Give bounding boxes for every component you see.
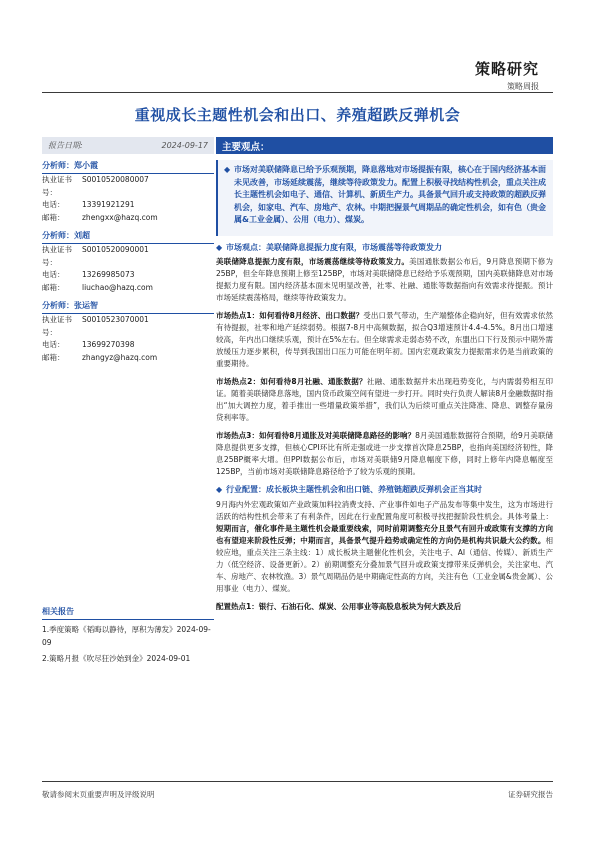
footer-divider [42, 781, 553, 782]
analyst-block [42, 160, 214, 224]
summary-box [216, 160, 553, 236]
paragraph-text: 8月美国通胀数据符合预期，给9月美联储降息提供更多支撑，但核心CPI环比有所走强或进一步支撑首次降息25BP，也指向美国经济韧性，降息25BP概率大增。但PPI数据公布后，市场对美联储9月降息幅度下修，同时上修年内降息幅度至125BP，当前市场对美联储降息路径给予了较为乐观的预期。 [216, 431, 554, 476]
analyst-cert [42, 314, 214, 339]
field-label: 电话： [42, 200, 65, 209]
field-label: 执业证书号： [42, 245, 72, 267]
hot-topic-2 [216, 376, 553, 424]
section-heading-industry [216, 484, 553, 497]
analyst-phone [42, 339, 214, 352]
field-label: 邮箱： [42, 352, 65, 362]
paragraph-text: 美国通胀数据公布后，9月降息预期下修为25BP，但全年降息预期上修至125BP，市场对美联储降息已经给予乐观预期，国内美联储降息对市场提振力度有限。国内经济基本面未见明显改善，社零、社融、通胀等数据指向有效需求待提振。预计市场延续震荡格局，继续等待政策发力。 [216, 257, 553, 302]
field-label: 电话： [42, 340, 65, 349]
bullet-icon: ◆ [216, 242, 223, 252]
bullet-icon: ◆ [224, 165, 231, 174]
section-heading-text: 行业配置：成长板块主题性机会和出口链、养殖链超跌反弹机会正当其时 [226, 485, 482, 494]
report-title: 重视成长主题性机会和出口、养殖超跌反弹机会 [134, 106, 461, 124]
key-points-bar: 主要观点： [216, 137, 553, 154]
report-date-bar [42, 137, 214, 154]
bullet-icon: ◆ [216, 485, 223, 494]
field-value: S0010520090001 [82, 245, 149, 254]
footer-disclaimer: 敬请参阅末页重要声明及评级说明 [42, 790, 155, 799]
footer-label: 证券研究报告 [508, 790, 553, 799]
analyst-block [42, 230, 214, 294]
analyst-phone [42, 269, 214, 282]
email-link[interactable]: liuchao@hazq.com [82, 282, 153, 292]
summary-text: 市场对美联储降息已给予乐观预期，降息落地对市场提振有限，核心在于国内经济基本面未见改善，市场延续震荡，继续等待政策发力。配置上积极寻找结构性机会，重点关注成长主题性机会如电子、通信、计算机、新质生产力。具备景气回升或支持政策的超跌反弹机会，如家电、汽车、房地产、农林。中期把握景气周期品的确定性机会，如有色（贵金属&工业金属）、公用（电力）、煤炭。 [234, 165, 546, 224]
report-brand: 策略研究 [474, 60, 539, 78]
field-value: 13391921291 [82, 200, 135, 209]
field-label: 执业证书号： [42, 175, 72, 197]
analyst-email [42, 212, 214, 225]
lead-sentence: 美联储降息提振力度有限，市场震荡继续等待政策发力。 [216, 257, 410, 266]
paragraph-text: 社融、通胀数据并未出现趋势变化，与内需弱势相互印证。随着美联储降息落地，国内货币政策空间有望进一步打开。同时央行负责人解读8月金融数据时指出“加大调控力度，着手推出一些增量政策举措”，我们认为后续可重点关注降准、降息、调整存量房贷利率等。 [216, 377, 554, 422]
field-label: 邮箱： [42, 212, 65, 222]
market-view-body [216, 256, 553, 304]
config-hot-topic [216, 601, 553, 613]
analyst-email [42, 282, 214, 295]
field-label: 执业证书号： [42, 315, 72, 337]
analyst-phone [42, 199, 214, 212]
field-label: 电话： [42, 270, 65, 279]
related-reports-title: 相关报告 [42, 606, 214, 620]
field-value: 13269985073 [82, 270, 135, 279]
analyst-block [42, 300, 214, 364]
date-label: 报告日期: [48, 141, 83, 150]
report-header [475, 58, 539, 92]
header-divider [42, 92, 553, 93]
hot-topic-1 [216, 310, 553, 370]
field-value: S0010523070001 [82, 315, 149, 324]
analyst-name: 分析师：郑小霞 [42, 160, 214, 174]
analyst-email [42, 352, 214, 365]
related-report-link[interactable]: 1.季度策略《韬晦以静待，厚积为薄发》2024-09-09 [42, 625, 211, 647]
email-link[interactable]: zhengxx@hazq.com [82, 212, 158, 222]
hot-topic-label: 市场热点2：如何看待8月社融、通胀数据？ [216, 377, 367, 386]
main-content [216, 137, 553, 619]
hot-topic-label: 市场热点1：如何看待8月经济、出口数据？ [216, 311, 364, 320]
paragraph-text: 相较应地，重点关注三条主线：1）成长板块主题催化性机会，关注电子、AI（通信、传媒）、新质生产力（低空经济、设备更新）。2）前期调整充分叠加景气回升或政策支撑带来反弹机会，关注家电、汽车、房地产、农林牧渔。3）景气周期品仍是中期确定性高的方向，关注有色（工业金属&贵金属）、公用事业（电力）、煤炭。 [216, 535, 553, 593]
report-type: 策略周报 [507, 82, 539, 91]
analyst-name: 分析师：张运智 [42, 300, 214, 314]
field-value: 13699270398 [82, 340, 135, 349]
field-label: 邮箱： [42, 282, 65, 292]
hot-topic-3 [216, 430, 553, 478]
field-value: S0010520080007 [82, 175, 149, 184]
analyst-cert [42, 174, 214, 199]
hot-topic-label: 配置热点1：银行、石油石化、煤炭、公用事业等高股息板块为何大跌及后 [216, 601, 462, 611]
analyst-name: 分析师：刘超 [42, 230, 214, 244]
email-link[interactable]: zhangyz@hazq.com [82, 352, 158, 362]
left-sidebar [42, 137, 214, 666]
date-value: 2024-09-17 [161, 141, 208, 150]
hot-topic-label: 市场热点3：如何看待8月通胀及对美联储降息路径的影响？ [216, 431, 416, 440]
section-heading-text: 市场观点：美联储降息提振力度有限，市场震荡等待政策发力 [226, 242, 442, 252]
related-report-link[interactable]: 2.策略月报《吹尽狂沙始到金》2024-09-01 [42, 654, 191, 663]
industry-config-body [216, 499, 553, 595]
summary-paragraph [224, 164, 549, 227]
paragraph-text: 9月海内外宏观政策如产业政策加料拉消费支持、产业事件如电子产品发布等集中发生，这为市场进行活跃的结构性机会带来了有利条件，因此在行业配置角度可积极寻找把握阶段性机会。具体考量上： [216, 499, 553, 521]
analyst-cert [42, 244, 214, 269]
paragraph-text: 受出口景气带动，生产端整体企稳向好，但有效需求依然有待提振，社零和地产延续弱势。根据7-8月中高频数据，拟合Q3增速预计4.4-4.5%。8月出口增速较高，年内出口继续乐观，预计在5%左右。但全球需求走弱态势不改，东盟出口下行及预示中期外需放缓压力逐步累积，传导到我国出口压力可能在明年初。国内宏观政策发力提振需求仍是当前政策的重要期待。 [216, 311, 554, 368]
sidebar-gap [42, 364, 214, 594]
bold-text: 短期而言，催化事件是主题性机会最重要线索，同时前期调整充分且景气有回升或政策有支撑的方向也有望迎来阶段性反弹；中期而言，具备景气提升趋势或确定性的方向仍是机构共识最大公约数。 [216, 523, 553, 545]
section-heading-market-view [216, 242, 553, 255]
